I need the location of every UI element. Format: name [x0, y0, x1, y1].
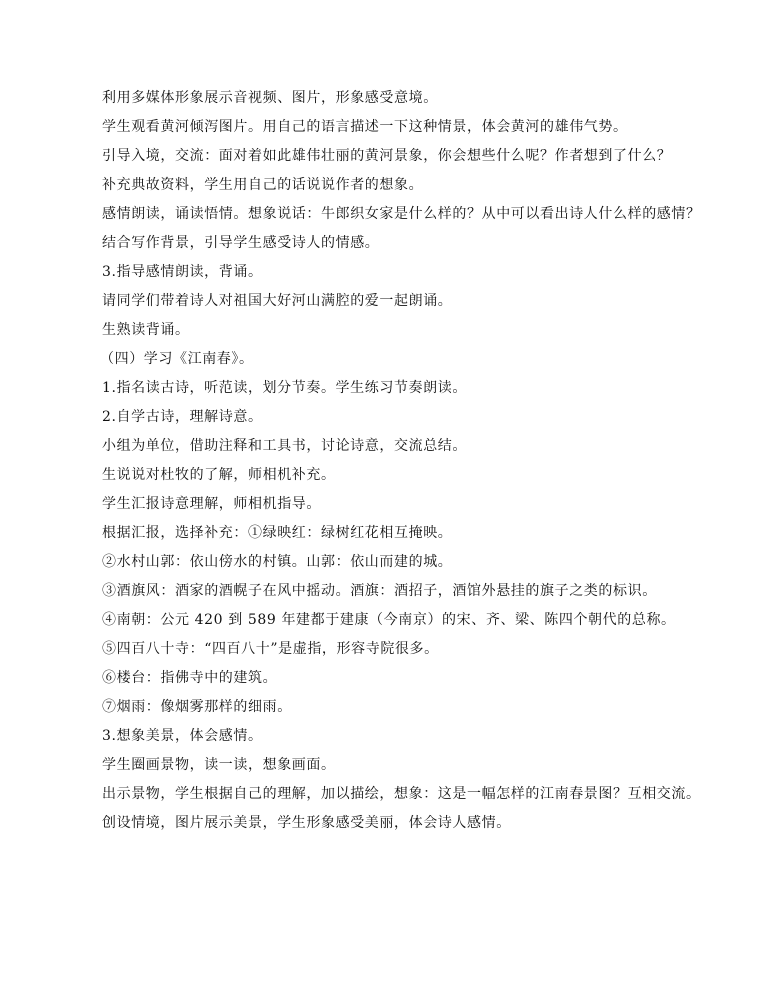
- paragraph: 根据汇报，选择补充：①绿映红：绿树红花相互掩映。: [102, 525, 453, 541]
- section-step-heading: 3.指导感情朗读，背诵。: [102, 264, 263, 280]
- paragraph: 请同学们带着诗人对祖国大好河山满腔的爱一起朗诵。: [102, 293, 453, 309]
- paragraph: 出示景物，学生根据自己的理解，加以描绘，想象：这是一幅怎样的江南春景图？互相交流。: [102, 786, 701, 802]
- annotation-item: ⑦烟雨：像烟雾那样的细雨。: [102, 699, 292, 715]
- section-heading: （四）学习《江南春》。: [100, 351, 254, 367]
- document-body: [70, 84, 704, 838]
- paragraph: 结合写作背景，引导学生感受诗人的情感。: [102, 235, 380, 251]
- paragraph: 学生汇报诗意理解，师相机指导。: [102, 496, 321, 512]
- section-step-heading: 2.自学古诗，理解诗意。: [102, 409, 263, 425]
- paragraph: 引导入境，交流：面对着如此雄伟壮丽的黄河景象，你会想些什么呢？作者想到了什么？: [102, 148, 672, 164]
- section-step-heading: 3.想象美景，体会感情。: [102, 728, 263, 744]
- paragraph: 生熟读背诵。: [102, 322, 190, 338]
- paragraph: 感情朗读，诵读悟情。想象说话：牛郎织女家是什么样的？从中可以看出诗人什么样的感情？: [102, 206, 701, 222]
- section-step-heading: 1.指名读古诗，听范读，划分节奏。学生练习节奏朗读。: [102, 380, 467, 396]
- paragraph: 利用多媒体形象展示音视频、图片，形象感受意境。: [102, 90, 438, 106]
- paragraph: 小组为单位，借助注释和工具书，讨论诗意，交流总结。: [102, 438, 467, 454]
- paragraph: 生说说对杜牧的了解，师相机补充。: [102, 467, 336, 483]
- annotation-item: ②水村山郭：依山傍水的村镇。山郭：依山而建的城。: [102, 554, 453, 570]
- annotation-item: ③酒旗风：酒家的酒幌子在风中摇动。酒旗：酒招子，酒馆外悬挂的旗子之类的标识。: [102, 583, 657, 599]
- annotation-item: ⑤四百八十寺：“四百八十”是虚指，形容寺院很多。: [102, 641, 439, 657]
- paragraph: 学生观看黄河倾泻图片。用自己的语言描述一下这种情景，体会黄河的雄伟气势。: [102, 119, 628, 135]
- annotation-item: ⑥楼台：指佛寺中的建筑。: [102, 670, 278, 686]
- paragraph: 创设情境，图片展示美景，学生形象感受美丽，体会诗人感情。: [102, 815, 511, 831]
- paragraph: 补充典故资料，学生用自己的话说说作者的想象。: [102, 177, 424, 193]
- paragraph: 学生圈画景物，读一读，想象画面。: [102, 757, 336, 773]
- annotation-item: ④南朝：公元 420 到 589 年建都于建康（今南京）的宋、齐、梁、陈四个朝代的总称。: [102, 612, 676, 628]
